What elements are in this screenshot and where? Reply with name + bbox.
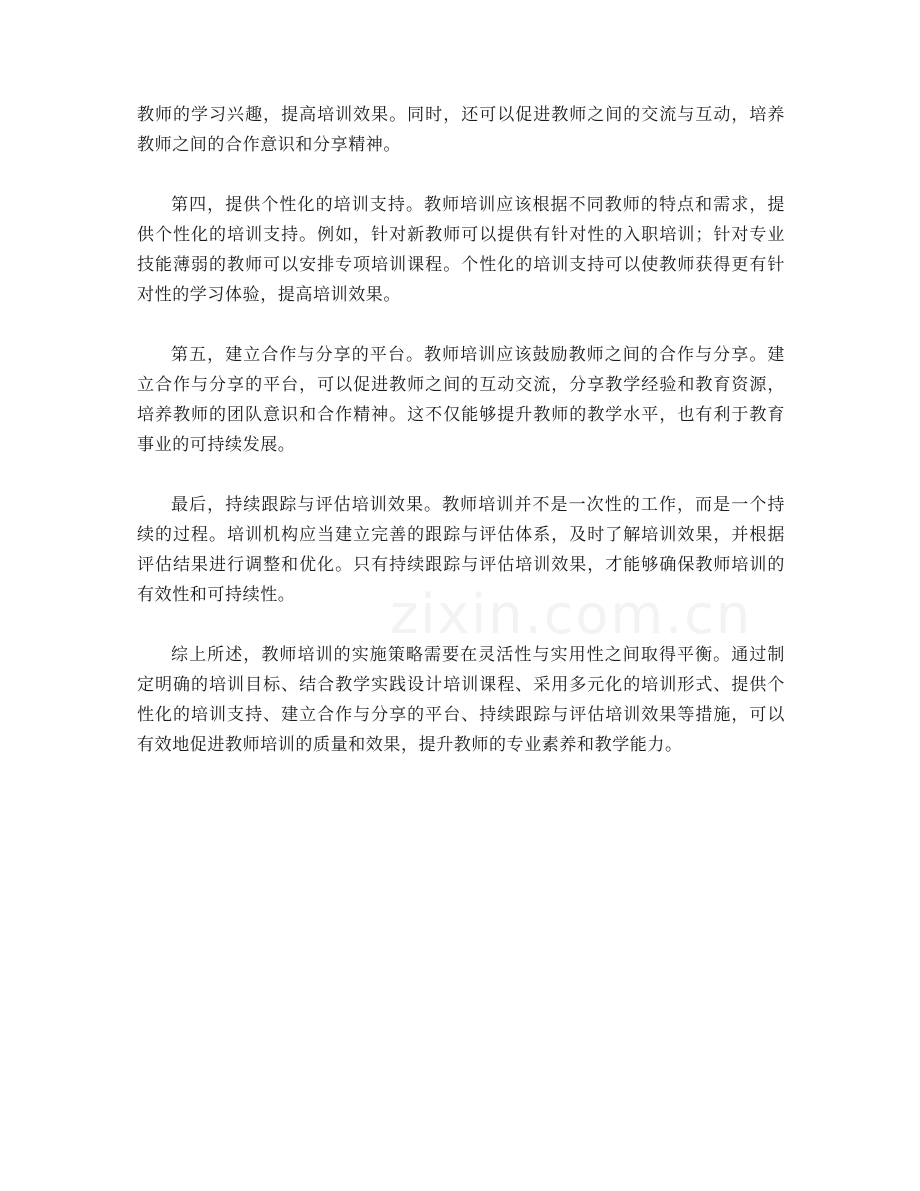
document-body	[137, 100, 785, 790]
paragraph-conclusion: 综上所述，教师培训的实施策略需要在灵活性与实用性之间取得平衡。通过制定明确的培训目标、结合教学实践设计培训课程、采用多元化的培训形式、提供个性化的培训支持、建立合作与分享的平台、持续跟踪与评估培训效果等措施，可以有效地促进教师培训的质量和效果，提升教师的专业素养和教学能力。	[137, 645, 785, 755]
paragraph-personalized-support: 第四，提供个性化的培训支持。教师培训应该根据不同教师的特点和需求，提供个性化的培训支持。例如，针对新教师可以提供有针对性的入职培训；针对专业技能薄弱的教师可以安排专项培训课程。个性化的培训支持可以使教师获得更有针对性的学习体验，提高培训效果。	[137, 195, 785, 305]
paragraph-tracking-evaluation: 最后，持续跟踪与评估培训效果。教师培训并不是一次性的工作，而是一个持续的过程。培训机构应当建立完善的跟踪与评估体系，及时了解培训效果，并根据评估结果进行调整和优化。只有持续跟踪与评估培训效果，才能够确保教师培训的有效性和可持续性。	[137, 495, 785, 605]
paragraph-collaboration-platform: 第五，建立合作与分享的平台。教师培训应该鼓励教师之间的合作与分享。建立合作与分享的平台，可以促进教师之间的互动交流，分享教学经验和教育资源，培养教师的团队意识和合作精神。这不仅能够提升教师的教学水平，也有利于教育事业的可持续发展。	[137, 345, 785, 455]
watermark: zixin.com.cn	[390, 583, 753, 646]
paragraph-continuation: 教师的学习兴趣，提高培训效果。同时，还可以促进教师之间的交流与互动，培养教师之间的合作意识和分享精神。	[137, 105, 785, 155]
